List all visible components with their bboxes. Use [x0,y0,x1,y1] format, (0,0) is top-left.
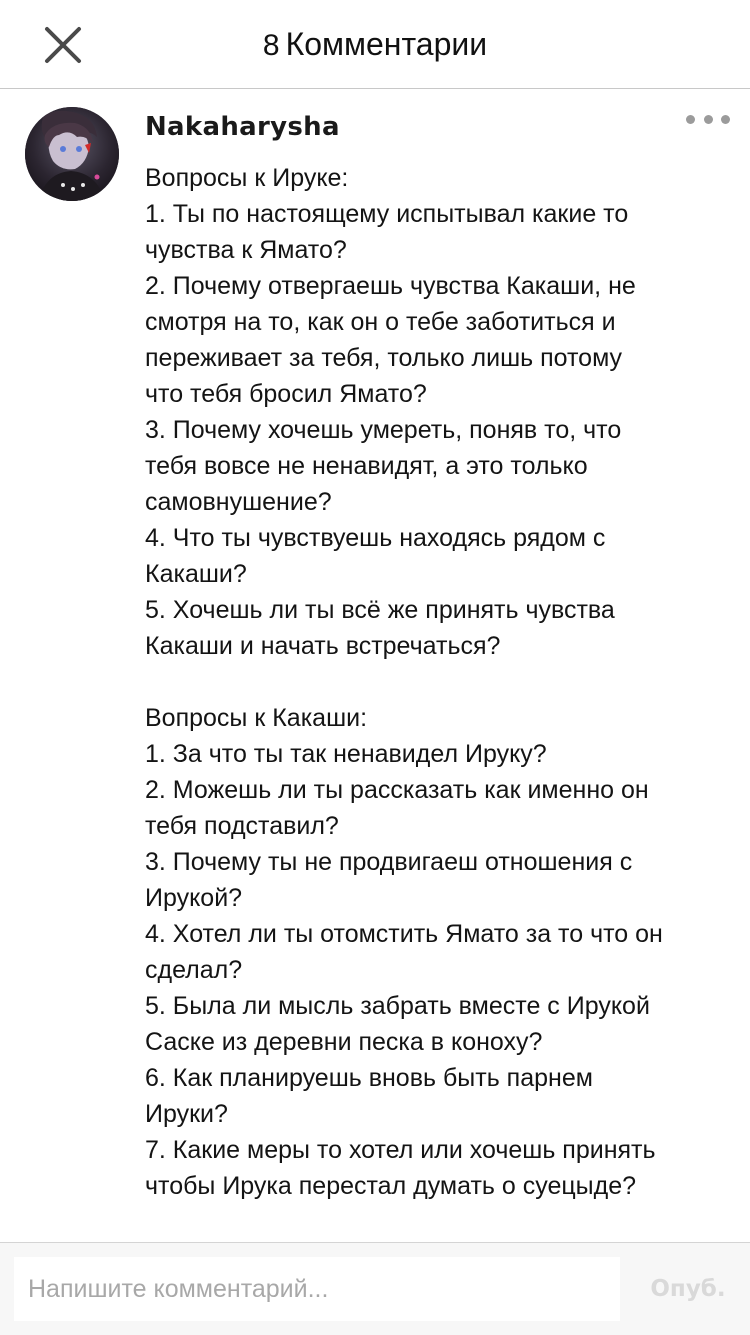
comment-text-line: смотря на то, как он о тебе заботиться и [145,308,616,336]
comment-text-line: Ирукой? [145,884,243,912]
comment-text-line: 1. Ты по настоящему испытывал какие то [145,200,629,228]
more-options-dot [704,115,713,124]
comment-text-line: сделал? [145,956,243,984]
comment-text-line: чувства к Ямато? [145,236,347,264]
comment-text-line: 3. Почему ты не продвигаеш отношения с [145,848,633,876]
comment-text-line: 3. Почему хочешь умереть, поняв то, что [145,416,622,444]
comment-text-line: тебя подставил? [145,812,339,840]
comment-composer [0,1242,750,1335]
comment-text-line: 2. Можешь ли ты рассказать как именно он [145,776,649,804]
more-options-icon [686,115,695,124]
page-title-label: Комментарии [285,26,488,62]
comment-text-line: чтобы Ирука перестал думать о суецыде? [145,1172,637,1200]
comment-text-line: что тебя бросил Ямато? [145,380,427,408]
avatar[interactable] [25,107,119,201]
comment-text-line: переживает за тебя, только лишь потому [145,344,623,372]
comment-text-line: Саске из деревни песка в коноху? [145,1028,543,1056]
more-options-dot [721,115,730,124]
publish-button[interactable]: Опуб. [650,1276,726,1302]
comment-text-line: 1. За что ты так ненавидел Ируку? [145,740,547,768]
comment-text-line: Какаши? [145,560,247,588]
comment-text-line: Ируки? [145,1100,228,1128]
comment-text-line: 5. Была ли мысль забрать вместе с Ирукой [145,992,650,1020]
comment-text-line: Вопросы к Ируке: [145,164,349,192]
comment-input[interactable] [14,1257,620,1321]
comment-text-line: 4. Хотел ли ты отомстить Ямато за то что он [145,920,663,948]
more-options-button[interactable] [686,110,730,128]
comment-item [0,88,750,1242]
comment-text-line: 5. Хочешь ли ты всё же принять чувства [145,596,615,624]
comment-author[interactable]: Nakaharysha [145,112,340,142]
comment-text-line: Вопросы к Какаши: [145,704,368,732]
comment-text-line: Какаши и начать встречаться? [145,632,501,660]
user-avatar-icon [25,107,119,201]
comment-text-line: 6. Как планируешь вновь быть парнем [145,1064,593,1092]
comment-blank-line [145,664,735,700]
comment-text-line: 4. Что ты чувствуешь находясь рядом с [145,524,606,552]
header-bar [0,0,750,89]
page-title [0,24,750,66]
comment-text-line: самовнушение? [145,488,332,516]
comment-text [145,160,735,1204]
comment-count: 8 [262,29,280,62]
comment-text-line: 7. Какие меры то хотел или хочешь принять [145,1136,656,1164]
comment-text-line: 2. Почему отвергаешь чувства Какаши, не [145,272,636,300]
comment-text-line: тебя вовсе не ненавидят, а это только [145,452,588,480]
